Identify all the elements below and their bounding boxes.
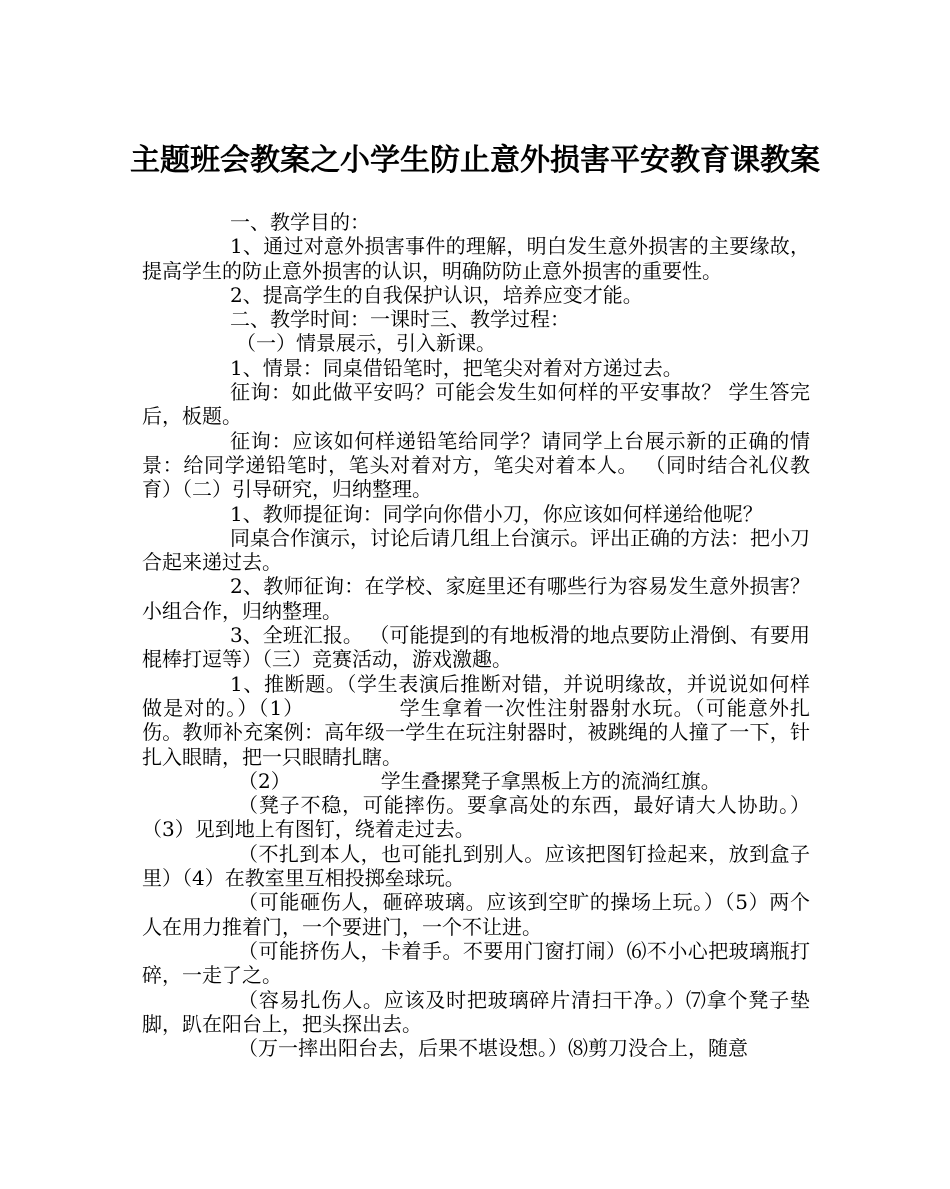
paragraph-item-6: （可能挤伤人，卡着手。不要用门窗打闹）⑹不小心把玻璃瓶打碎，一走了之。 — [142, 938, 810, 988]
paragraph-judgement: 1、推断题。（学生表演后推断对错，并说明缘故，并说说如何样做是对的。）（1） 学生拿着一次性注射器射水玩。（可能意外扎伤。教师补充案例：高年级一学生在玩注射器时，被跳绳的人撞了一下，针扎入眼睛，把一只眼睛扎瞎。 — [142, 671, 810, 769]
paragraph-item-5: （可能砸伤人，砸碎玻璃。应该到空旷的操场上玩。）（5）两个人在用力推着门，一个要进门，一个不让进。 — [142, 890, 810, 939]
paragraph-item-3: （凳子不稳，可能摔伤。要拿高处的东西，最好请大人协助。）（3）见到地上有图钉，绕着走过去。 — [142, 793, 810, 842]
paragraph-objective-2: 2、提高学生的自我保护认识，培养应变才能。 — [230, 282, 643, 307]
document-body — [142, 210, 810, 1060]
document-title: 主题班会教案之小学生防止意外损害平安教育课教案 — [130, 143, 820, 178]
paragraph-item-2: （2） 学生叠摞凳子拿黑板上方的流淌红旗。 — [238, 768, 721, 793]
paragraph-section-1: （一）情景展示，引入新课。 — [236, 331, 496, 356]
paragraph-question-2: 征询：应该如何样递铅笔给同学？请同学上台展示新的正确的情景：给同学递铅笔时，笔头对着对方，笔尖对着本人。 （同时结合礼仪教育）（二）引导研究，归纳整理。 — [142, 428, 810, 502]
paragraph-heading-objectives: 一、教学目的： — [230, 210, 370, 234]
paragraph-class-report: 3、全班汇报。 （可能提到的有地板滑的地点要防止滑倒、有要用棍棒打逗等）（三）竞赛活动，游戏激趣。 — [142, 623, 810, 672]
paragraph-teacher-question-2: 2、教师征询：在学校、家庭里还有哪些行为容易发生意外损害？ 小组合作，归纳整理。 — [142, 574, 810, 623]
paragraph-item-8: （万一摔出阳台去，后果不堪设想。）⑻剪刀没合上，随意 — [238, 1036, 748, 1061]
paragraph-teacher-question: 1、教师提征询：同学向你借小刀，你应该如何样递给他呢？ — [230, 501, 763, 526]
paragraph-demonstration: 同桌合作演示，讨论后请几组上台演示。评出正确的方法：把小刀合起来递过去。 — [142, 525, 810, 575]
paragraph-question-1: 征询：如此做平安吗？可能会发生如何样的平安事故？ 学生答完后，板题。 — [142, 380, 810, 429]
paragraph-scenario: 1、情景：同桌借铅笔时，把笔尖对着对方递过去。 — [230, 355, 683, 380]
paragraph-objective-1: 1、通过对意外损害事件的理解，明白发生意外损害的主要缘故，提高学生的防止意外损害的认识，明确防防止意外损害的重要性。 — [142, 234, 810, 283]
paragraph-heading-time: 二、教学时间：一课时三、教学过程： — [230, 307, 570, 332]
paragraph-item-7: （容易扎伤人。应该及时把玻璃碎片清扫干净。）⑺拿个凳子垫脚，趴在阳台上，把头探出去。 — [142, 987, 810, 1036]
paragraph-item-4: （不扎到本人，也可能扎到别人。应该把图钉捡起来，放到盒子里）（4）在教室里互相投掷垒球玩。 — [142, 841, 810, 891]
